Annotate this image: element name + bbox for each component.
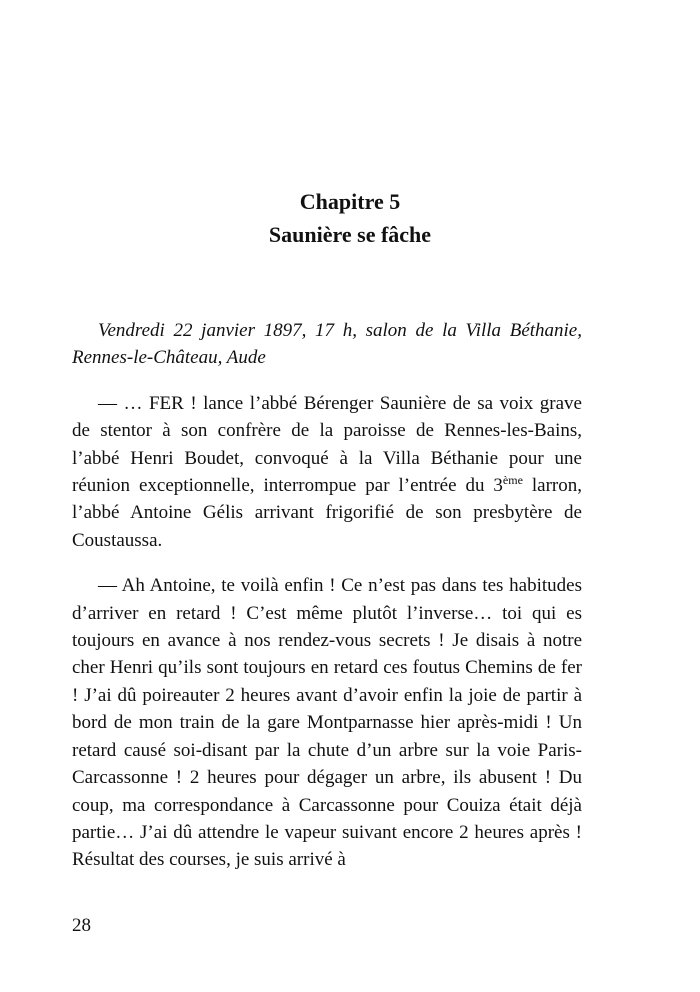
- location-line: Vendredi 22 janvier 1897, 17 h, salon de la Villa Béthanie, Rennes-le-Château, Aude: [72, 320, 582, 369]
- chapter-heading: [0, 185, 700, 251]
- chapter-number: Chapitre 5: [299, 189, 401, 214]
- paragraph-1-continuation: larron, l’abbé Antoine Gélis arrivant frigorifié de son presbytère de Coustaussa.: [72, 475, 582, 551]
- chapter-title: Saunière se fâche: [268, 222, 432, 247]
- paragraph-2: — Ah Antoine, te voilà enfin ! Ce n’est pas dans tes habitudes d’arriver en retard ! C’est même plutôt l’inverse… toi qui es toujours en avance à nos rendez-vous secrets ! Je disais à notre cher Henri qu’ils sont toujours en retard ces foutus Chemins de fer ! J’ai dû poireauter 2 heures avant d’avoir enfin la joie de partir à bord de mon train de la gare Montparnasse hier après-midi ! Un retard causé soi-disant par la chute d’un arbre sur la voie Paris-Carcassonne ! 2 heures pour dégager un arbre, ils abusent ! Du coup, ma correspondance à Carcassonne pour Couiza était déjà partie… J’ai dû attendre le vapeur suivant encore 2 heures après ! Résultat des courses, je suis arrivé à: [72, 575, 582, 871]
- paragraph-1: [72, 390, 582, 554]
- paragraph-1-text: — … FER ! lance l’abbé Bérenger Saunière de sa voix grave de stentor à son confrère de la paroisse de Rennes-les-Bains, l’abbé Henri Boudet, convoqué à la Villa Béthanie pour une réunion exceptionnelle, interrompue par l’entrée du 3: [72, 392, 582, 497]
- ordinal-superscript: ème: [502, 473, 523, 488]
- body-text: [72, 317, 582, 874]
- page-number: 28: [72, 915, 91, 936]
